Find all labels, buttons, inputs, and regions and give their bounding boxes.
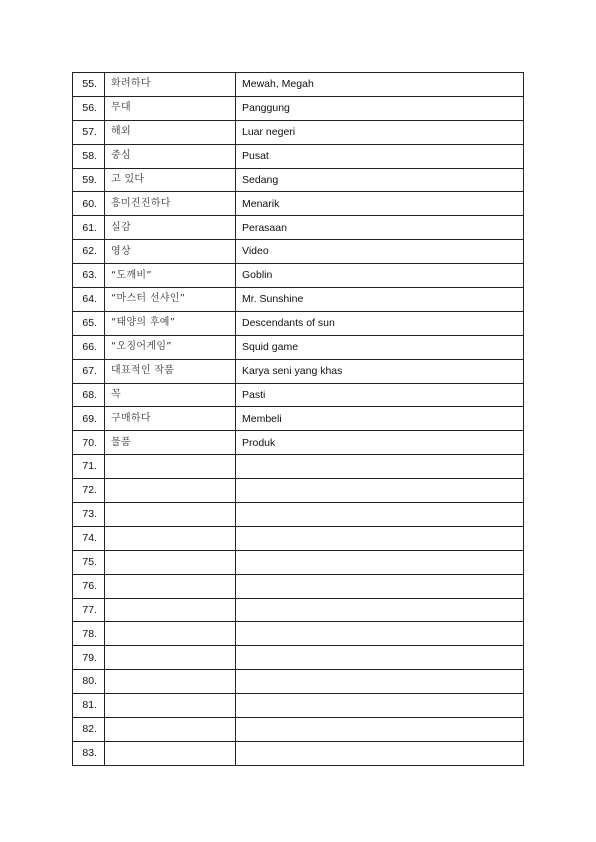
- vocabulary-table: [72, 72, 524, 766]
- table-row: [73, 311, 524, 335]
- indonesian-meaning: Descendants of sun: [236, 311, 524, 335]
- korean-word: [105, 598, 236, 622]
- korean-word: “마스터 선샤인”: [105, 288, 236, 312]
- indonesian-meaning: [236, 574, 524, 598]
- row-number: 55.: [73, 73, 105, 97]
- vocabulary-table-body: [73, 73, 524, 766]
- korean-word: “도깨비”: [105, 264, 236, 288]
- indonesian-meaning: Pusat: [236, 144, 524, 168]
- row-number: 66.: [73, 335, 105, 359]
- indonesian-meaning: [236, 670, 524, 694]
- indonesian-meaning: Squid game: [236, 335, 524, 359]
- korean-word: “태양의 후예”: [105, 311, 236, 335]
- indonesian-meaning: [236, 479, 524, 503]
- table-row: [73, 694, 524, 718]
- korean-word: [105, 741, 236, 765]
- korean-word: 구매하다: [105, 407, 236, 431]
- table-row: [73, 144, 524, 168]
- korean-word: [105, 694, 236, 718]
- row-number: 75.: [73, 550, 105, 574]
- table-row: [73, 550, 524, 574]
- table-row: [73, 407, 524, 431]
- row-number: 60.: [73, 192, 105, 216]
- korean-word: [105, 455, 236, 479]
- row-number: 70.: [73, 431, 105, 455]
- row-number: 79.: [73, 646, 105, 670]
- indonesian-meaning: Produk: [236, 431, 524, 455]
- indonesian-meaning: [236, 646, 524, 670]
- indonesian-meaning: Sedang: [236, 168, 524, 192]
- row-number: 80.: [73, 670, 105, 694]
- row-number: 77.: [73, 598, 105, 622]
- table-row: [73, 479, 524, 503]
- table-row: [73, 455, 524, 479]
- korean-word: 대표적인 작품: [105, 359, 236, 383]
- indonesian-meaning: Panggung: [236, 96, 524, 120]
- table-row: [73, 598, 524, 622]
- table-row: [73, 96, 524, 120]
- row-number: 65.: [73, 311, 105, 335]
- indonesian-meaning: Karya seni yang khas: [236, 359, 524, 383]
- indonesian-meaning: Membeli: [236, 407, 524, 431]
- row-number: 56.: [73, 96, 105, 120]
- table-row: [73, 383, 524, 407]
- indonesian-meaning: [236, 550, 524, 574]
- korean-word: 물품: [105, 431, 236, 455]
- indonesian-meaning: [236, 741, 524, 765]
- table-row: [73, 120, 524, 144]
- korean-word: [105, 574, 236, 598]
- row-number: 83.: [73, 741, 105, 765]
- table-row: [73, 288, 524, 312]
- row-number: 69.: [73, 407, 105, 431]
- indonesian-meaning: [236, 526, 524, 550]
- row-number: 63.: [73, 264, 105, 288]
- indonesian-meaning: Mewah, Megah: [236, 73, 524, 97]
- indonesian-meaning: Perasaan: [236, 216, 524, 240]
- row-number: 81.: [73, 694, 105, 718]
- row-number: 76.: [73, 574, 105, 598]
- row-number: 62.: [73, 240, 105, 264]
- korean-word: [105, 479, 236, 503]
- row-number: 68.: [73, 383, 105, 407]
- table-row: [73, 503, 524, 527]
- row-number: 74.: [73, 526, 105, 550]
- table-row: [73, 431, 524, 455]
- row-number: 73.: [73, 503, 105, 527]
- row-number: 64.: [73, 288, 105, 312]
- korean-word: [105, 646, 236, 670]
- korean-word: [105, 622, 236, 646]
- indonesian-meaning: Video: [236, 240, 524, 264]
- korean-word: [105, 718, 236, 742]
- korean-word: [105, 526, 236, 550]
- table-row: [73, 216, 524, 240]
- korean-word: 꼭: [105, 383, 236, 407]
- indonesian-meaning: [236, 598, 524, 622]
- korean-word: 흥미진진하다: [105, 192, 236, 216]
- korean-word: 해외: [105, 120, 236, 144]
- indonesian-meaning: [236, 503, 524, 527]
- table-row: [73, 526, 524, 550]
- korean-word: 실감: [105, 216, 236, 240]
- table-row: [73, 168, 524, 192]
- table-row: [73, 335, 524, 359]
- row-number: 71.: [73, 455, 105, 479]
- row-number: 59.: [73, 168, 105, 192]
- table-row: [73, 264, 524, 288]
- row-number: 67.: [73, 359, 105, 383]
- row-number: 57.: [73, 120, 105, 144]
- korean-word: [105, 503, 236, 527]
- korean-word: 무대: [105, 96, 236, 120]
- indonesian-meaning: Pasti: [236, 383, 524, 407]
- indonesian-meaning: [236, 622, 524, 646]
- table-row: [73, 73, 524, 97]
- table-row: [73, 192, 524, 216]
- table-row: [73, 359, 524, 383]
- korean-word: 중심: [105, 144, 236, 168]
- row-number: 58.: [73, 144, 105, 168]
- indonesian-meaning: Goblin: [236, 264, 524, 288]
- korean-word: “오징어게임”: [105, 335, 236, 359]
- row-number: 61.: [73, 216, 105, 240]
- indonesian-meaning: Menarik: [236, 192, 524, 216]
- indonesian-meaning: [236, 694, 524, 718]
- table-row: [73, 646, 524, 670]
- indonesian-meaning: Luar negeri: [236, 120, 524, 144]
- indonesian-meaning: [236, 718, 524, 742]
- table-row: [73, 741, 524, 765]
- row-number: 82.: [73, 718, 105, 742]
- table-row: [73, 670, 524, 694]
- table-row: [73, 574, 524, 598]
- korean-word: [105, 670, 236, 694]
- row-number: 78.: [73, 622, 105, 646]
- table-row: [73, 240, 524, 264]
- korean-word: 화려하다: [105, 73, 236, 97]
- indonesian-meaning: [236, 455, 524, 479]
- row-number: 72.: [73, 479, 105, 503]
- indonesian-meaning: Mr. Sunshine: [236, 288, 524, 312]
- korean-word: 영상: [105, 240, 236, 264]
- korean-word: [105, 550, 236, 574]
- table-row: [73, 718, 524, 742]
- korean-word: 고 있다: [105, 168, 236, 192]
- table-row: [73, 622, 524, 646]
